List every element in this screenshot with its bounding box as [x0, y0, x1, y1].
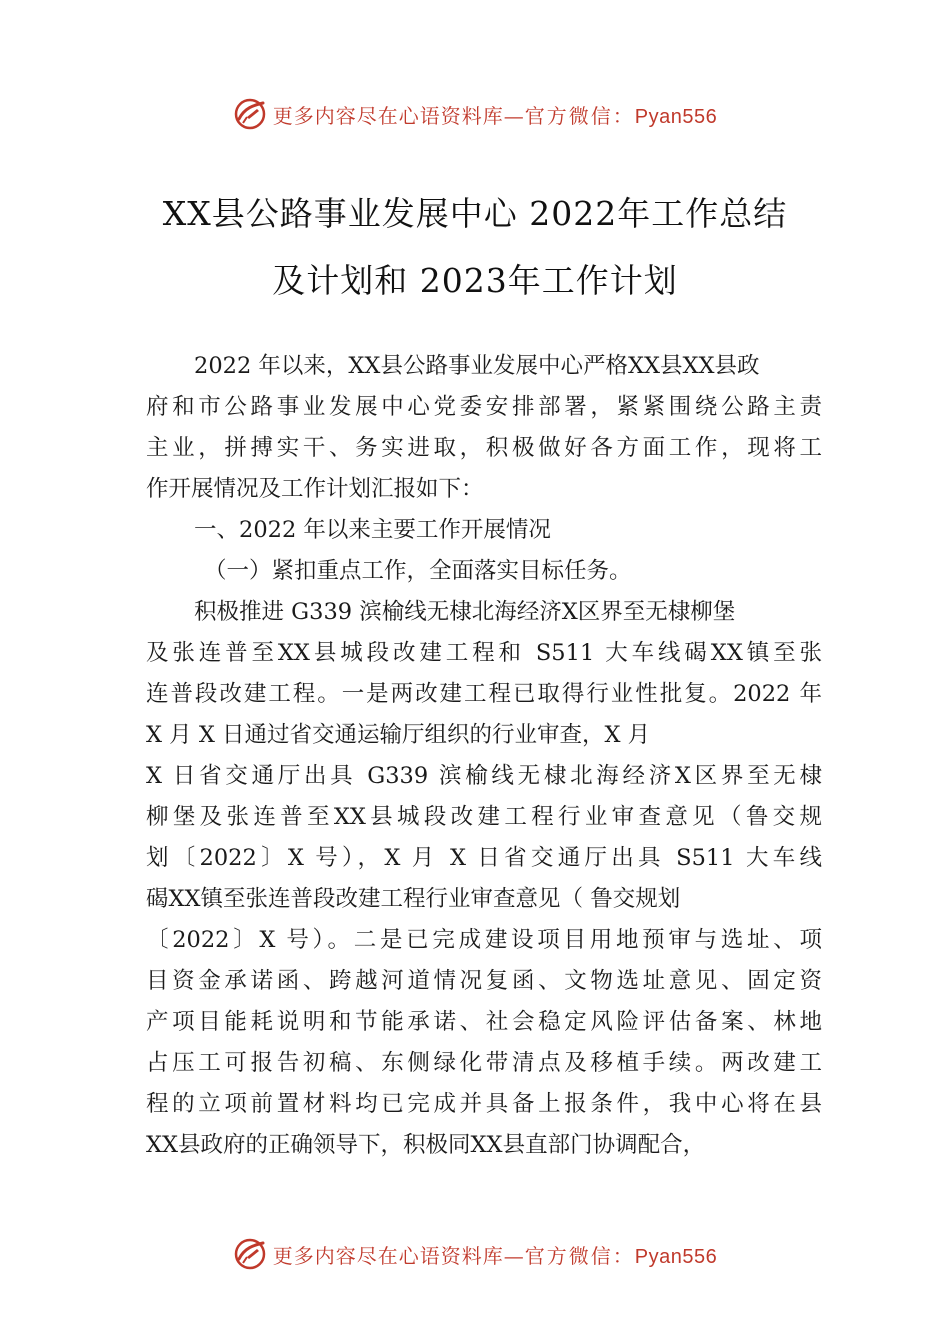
body-line: 碣XX镇至张连普段改建工程行业审查意见（ 鲁交规划 [146, 886, 681, 912]
body-line: 连普段改建工程。一是两改建工程已取得行业性批复。2022 年 [146, 681, 822, 707]
body-line: X 日省交通厅出具 G339 滨榆线无棣北海经济X区界至无棣 [146, 763, 822, 789]
banner-wechat-label: 官方微信： [524, 1243, 635, 1268]
body-line: 〔2022〕X 号）。二是已完成建设项目用地预审与选址、项 [146, 927, 822, 953]
body-line: X 月 X 日通过省交通运输厅组织的行业审查，X 月 [146, 722, 651, 748]
watermark-banner-top [0, 94, 950, 134]
banner-slogan: 更多内容尽在心语资料库 [272, 1243, 504, 1268]
banner-dash: — [503, 103, 525, 128]
body-line: 主业，拼搏实干、务实进取，积极做好各方面工作，现将工 [146, 435, 822, 461]
banner-wechat-id: Pyan556 [634, 1245, 718, 1268]
body-line: 划〔2022〕X 号），X 月 X 日省交通厅出具 S511 大车线 [146, 845, 822, 871]
document-title-line-2: 及计划和 2023年工作计划 [272, 261, 678, 300]
section-heading: 一、2022 年以来主要工作开展情况 [194, 517, 551, 543]
banner-wechat-id: Pyan556 [634, 105, 718, 128]
body-line: 积极推进 G339 滨榆线无棣北海经济X区界至无棣柳堡 [194, 599, 736, 625]
pen-logo-icon [233, 1237, 267, 1271]
watermark-banner-bottom [0, 1234, 950, 1274]
banner-text [273, 1240, 717, 1269]
subsection-heading: （一）紧扣重点工作，全面落实目标任务。 [204, 558, 632, 584]
body-line: 及张连普至XX县城段改建工程和 S511 大车线碣XX镇至张 [146, 640, 822, 666]
banner-dash: — [503, 1243, 525, 1268]
body-line: 2022 年以来，XX县公路事业发展中心严格XX县XX县政 [194, 353, 760, 379]
document-body [146, 346, 822, 1166]
body-line: 府和市公路事业发展中心党委安排部署，紧紧围绕公路主责 [146, 394, 822, 420]
banner-wechat-label: 官方微信： [524, 103, 635, 128]
banner-text [273, 100, 717, 129]
document-title-line-1: XX县公路事业发展中心 2022年工作总结 [162, 194, 788, 233]
body-line: 作开展情况及工作计划汇报如下： [146, 476, 484, 502]
pen-logo-icon [233, 97, 267, 131]
body-line: 产项目能耗说明和节能承诺、社会稳定风险评估备案、林地 [146, 1009, 822, 1035]
banner-slogan: 更多内容尽在心语资料库 [272, 103, 504, 128]
body-line: 程的立项前置材料均已完成并具备上报条件，我中心将在县 [146, 1091, 822, 1117]
body-line: 目资金承诺函、跨越河道情况复函、文物选址意见、固定资 [146, 968, 822, 994]
body-line: 柳堡及张连普至XX县城段改建工程行业审查意见（鲁交规 [146, 804, 822, 830]
body-line: 占压工可报告初稿、东侧绿化带清点及移植手续。两改建工 [146, 1050, 822, 1076]
body-line: XX县政府的正确领导下，积极同XX县直部门协调配合， [146, 1132, 706, 1158]
